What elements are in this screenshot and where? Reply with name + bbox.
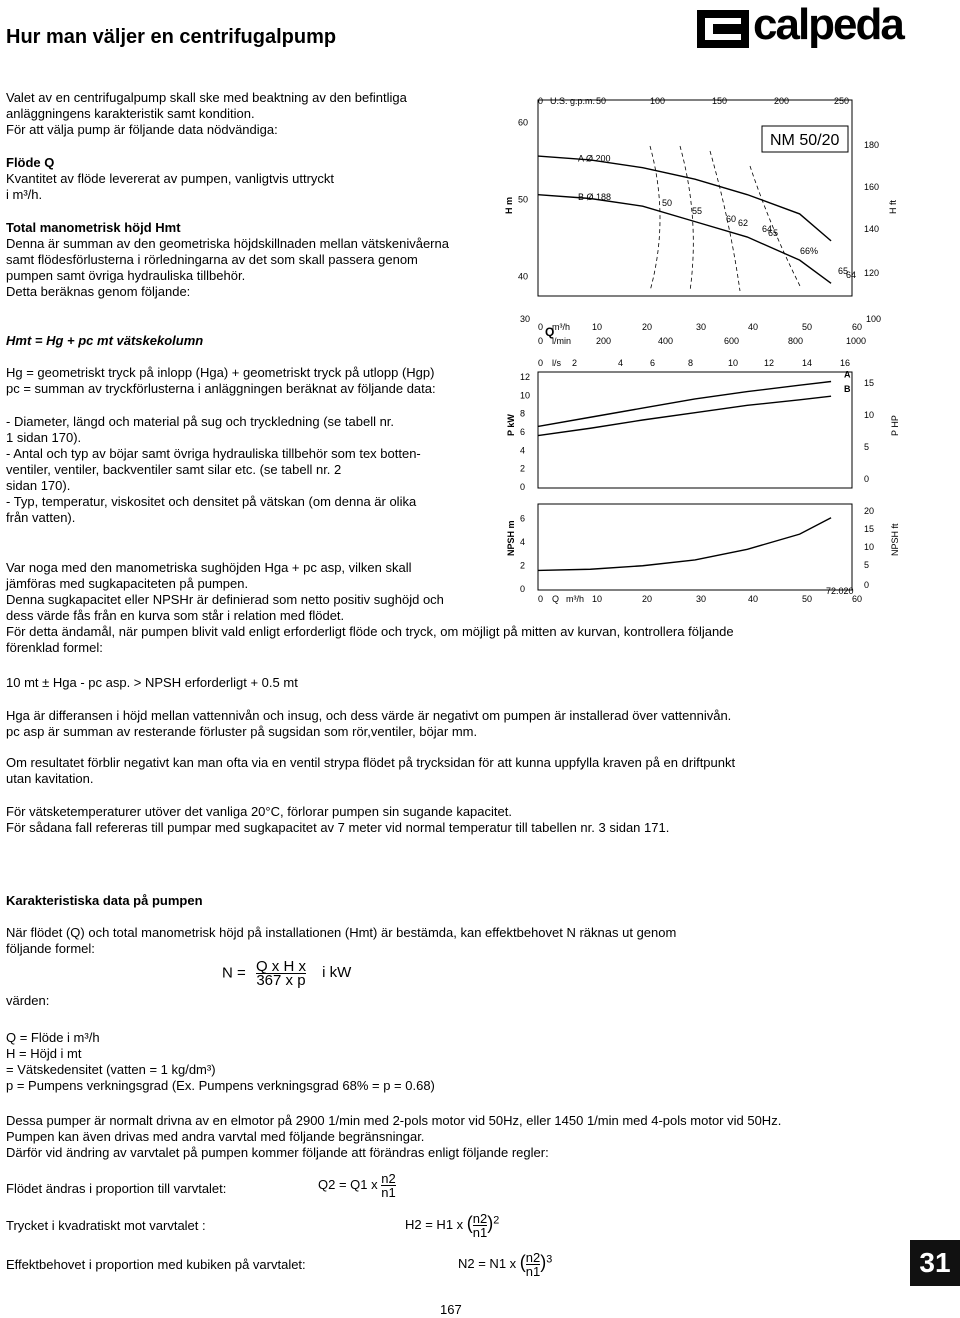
npsh-q-tick: 40 [748,594,759,604]
npsh-ft-tick: 10 [864,542,875,552]
npsh-line: För detta ändamål, när pumpen blivit vald enligt erforderligt flöde och tryck, om möjligt på mitten av kurvan, kontrollera följande [6,624,734,639]
npsh-q-tick: 50 [802,594,813,604]
head-line: Denna är summan av den geometriska höjdskillnaden mellan vätskenivåerna [6,236,449,251]
result-line: utan kavitation. [6,771,94,786]
h-axis-tick: 40 [518,271,529,282]
power-curve-b [538,396,831,435]
npsh-line: dess värde fås från en kurva som står i relation med flödet. [6,608,345,623]
p-kw-tick: 6 [520,427,526,437]
flow-heading: Flöde Q [6,155,55,170]
section-badge: 31 [910,1240,960,1286]
q-m3h-tick: 30 [696,322,707,332]
q-lmin-tick: 600 [724,336,740,346]
q-ls-tick: 2 [572,358,578,368]
power-formula [222,960,351,987]
char-heading: Karakteristiska data på pumpen [6,893,203,908]
head-line: pumpen samt övriga hydrauliska tillbehör. [6,268,246,283]
q-m3h-tick: 0 [538,322,544,332]
power-curve-label: B [844,384,851,395]
npsh-panel-frame [538,504,852,590]
pump-curve-chart [500,86,910,606]
efficiency-label: 66% [800,246,819,256]
npsh-m-tick: 2 [520,560,526,571]
p-kw-tick: 2 [520,463,526,474]
intro-line: För att välja pump är följande data nödvändiga: [6,122,278,137]
law-formula: N2 = N1 x ( $\frac{n2}{n1}$ )$^3$ [458,1250,553,1279]
efficiency-arc [650,146,660,291]
h-ft-tick: 140 [864,224,880,234]
value-line: H = Höjd i mt [6,1046,82,1061]
efficiency-label: 64 [762,224,773,234]
npsh-q-tick: Q [552,594,560,604]
power-formula-lhs: N = [222,964,246,982]
usgpm-tick: 250 [834,96,850,106]
npsh-ft-tick: 5 [864,560,870,570]
temp-line: För vätsketemperaturer utöver det vanliga 20°C, förlorar pumpen sin sugande kapacitet. [6,804,512,819]
law-formula: H2 = H1 x ( $\frac{n2}{n1}$ )$^2$ [405,1211,500,1240]
p-kw-tick: 8 [520,408,526,419]
h-ft-tick: 120 [864,268,880,278]
q-ls-tick: 14 [802,358,813,368]
npsh-q-tick: 30 [696,594,707,604]
h-ft-label: H ft [888,199,898,214]
efficiency-label: 64 [846,270,857,280]
efficiency-label: 65 [838,266,849,276]
q-m3h-tick: m³/h [552,322,570,332]
efficiency-label: 62 [738,218,749,228]
q-m3h-tick: 40 [748,322,759,332]
p-kw-tick: 10 [520,390,531,401]
list-item: från vatten). [6,510,76,525]
npsh-q-tick: 0 [538,594,544,604]
npsh-q-tick: 20 [642,594,653,604]
hmt-formula: Hmt = Hg + pc mt vätskekolumn [6,333,204,348]
h-axis-label: H m [504,196,514,214]
list-item: - Antal och typ av böjar samt övriga hydrauliska tillbehör som tex botten- [6,446,421,461]
efficiency-label: 50 [662,198,673,208]
page-number: 167 [440,1302,462,1317]
npsh-m-tick: 0 [520,584,526,594]
head-line: Detta beräknas genom följande: [6,284,191,299]
power-formula-num: Q x H x [255,958,306,975]
value-line: Q = Flöde i m³/h [6,1030,100,1045]
temp-line: För sådana fall refereras till pumpar med sugkapacitet av 7 meter vid normal temperatur till tabellen nr. 3 sidan 171. [6,820,670,835]
values-label: värden: [6,993,50,1008]
hga-line: pc asp är summan av resterande förluster på sugsidan som rör,ventiler, böjar mm. [6,724,478,739]
npsh-line: Denna sugkapacitet eller NPSHr är definierad som netto positiv sughöjd och [6,592,444,607]
page-title: Hur man väljer en centrifugalpump [6,26,337,48]
p-hp-tick: 0 [864,474,870,484]
char-line: följande formel: [6,941,95,956]
definition-line: Hg = geometriskt tryck på inlopp (Hga) + geometriskt tryck på utlopp (Hgp) [6,365,435,380]
npsh-m-label: NPSH m [506,520,516,556]
law-formula: Q2 = Q1 x $\frac{n2}{n1}$ [318,1171,396,1200]
chart-code: 72.020 [826,586,854,596]
power-formula-den: 367 x p [256,972,306,989]
result-line: Om resultatet förblir negativt kan man ofta via en ventil strypa flödet på trycksidan för att kunna uppfylla kraven på en driftpunkt [6,755,736,770]
usgpm-tick: 50 [596,96,607,106]
q-lmin-tick: l/min [552,336,572,346]
npsh-ft-tick: 15 [864,524,875,534]
list-item: 1 sidan 170). [6,430,82,445]
q-ls-tick: 16 [840,358,851,368]
npsh-ft-tick: 0 [864,580,870,590]
h-ft-tick: 180 [864,140,880,150]
npsh-formula: 10 mt ± Hga - pc asp. > NPSH erforderligt + 0.5 mt [6,675,298,690]
npsh-q-tick: m³/h [566,594,584,604]
list-item: ventiler, ventiler, backventiler samt silar etc. (se tabell nr. 2 [6,462,342,477]
npsh-m-tick: 6 [520,513,526,524]
calpeda-logo [695,0,957,52]
npsh-ft-tick: 20 [864,506,875,516]
usgpm-tick: 150 [712,96,728,106]
p-kw-top-tick: 30 [520,314,531,324]
head-line: samt flödesförlusterna i rörledningarna av det som skall passera genom [6,252,418,267]
npsh-m-tick: 4 [520,537,526,548]
p-hp-tick: 10 [864,410,875,420]
value-line: p = Pumpens verkningsgrad (Ex. Pumpens verkningsgrad 68% = p = 0.68) [6,1078,435,1093]
list-item: - Diameter, längd och material på sug och tryckledning (se tabell nr. [6,414,395,429]
npsh-q-tick: 10 [592,594,603,604]
power-curve-a [538,382,831,427]
q-lmin-tick: 200 [596,336,612,346]
npsh-ft-label: NPSH ft [890,523,900,556]
h-ft-tick: 160 [864,182,880,192]
q-m3h-tick: 20 [642,322,653,332]
flow-line: Kvantitet av flöde levererat av pumpen, vanligtvis uttryckt [6,171,335,186]
law-label: Effektbehovet i proportion med kubiken på varvtalet: [6,1257,306,1272]
q-ls-tick: l/s [552,358,561,368]
q-ls-tick: 10 [728,358,739,368]
head-curve-b [538,195,831,284]
q-m3h-tick: 50 [802,322,813,332]
q-lmin-tick: 0 [538,336,544,346]
q-ls-tick: 12 [764,358,775,368]
power-curve-label: A [844,369,851,380]
power-panel-frame [538,369,852,488]
efficiency-label: 65 [768,228,779,238]
npsh-curve [538,518,831,571]
q-ls-tick: 6 [650,358,656,368]
npsh-q-tick: 60 [852,594,863,604]
usgpm-tick: 0 [538,96,544,106]
h-axis-tick: 50 [518,194,529,205]
value-line: = Vätskedensitet (vatten = 1 kg/dm³) [6,1062,216,1077]
q-m3h-tick: 10 [592,322,603,332]
chart-title: NM 50/20 [770,132,840,149]
p-hp-tick: 15 [864,378,875,388]
p-hp-top-tick: 100 [866,314,882,324]
motor-line: Därför vid ändring av varvtalet på pumpen kommer följande att förändras enligt följande regler: [6,1145,549,1160]
hga-line: Hga är differansen i höjd mellan vattennivån och insug, och dess värde är negativt om pumpen är installerad över vattennivån. [6,708,732,723]
q-ls-tick: 8 [688,358,694,368]
motor-line: Pumpen kan även drivas med andra varvtal med följande begränsningar. [6,1129,425,1144]
p-kw-tick: 12 [520,372,531,382]
h-axis-tick: 60 [518,117,529,128]
law-label: Flödet ändras i proportion till varvtalet: [6,1181,227,1196]
char-line: När flödet (Q) och total manometrisk höjd på installationen (Hmt) är bestämda, kan effektbehovet N räknas ut genom [6,925,677,940]
q-m3h-tick: 60 [852,322,863,332]
flow-line: i m³/h. [6,187,43,202]
p-kw-label: P kW [506,414,516,436]
motor-line: Dessa pumper är normalt drivna av en elmotor på 2900 1/min med 2-pols motor vid 50Hz, eller 1450 1/min med 4-pols motor vid 50Hz. [6,1113,782,1128]
efficiency-label: 60 [726,214,737,224]
definition-line: pc = summan av tryckförlusterna i anläggningen beräknat av följande data: [6,381,436,396]
list-item: sidan 170). [6,478,71,493]
efficiency-label: 55 [692,206,703,216]
usgpm-label: U.S. g.p.m. [550,96,596,106]
efficiency-arc [750,166,800,286]
intro-line: Valet av en centrifugalpump skall ske med beaktning av den befintliga [6,90,407,105]
head-curve-label: A Ø 200 [578,153,611,164]
q-lmin-tick: 800 [788,336,804,346]
intro-line: anläggningens karakteristik samt kondition. [6,106,255,121]
q-axis-label: Q [545,325,555,339]
q-ls-tick: 4 [618,358,624,368]
p-kw-tick: 4 [520,445,526,456]
p-hp-label: P HP [890,415,900,436]
q-ls-tick: 0 [538,358,544,368]
npsh-line: jämföras med sugkapaciteten på pumpen. [6,576,249,591]
head-curve-label: B Ø 188 [578,192,612,203]
power-formula-unit: i kW [322,964,352,982]
q-lmin-tick: 1000 [846,336,867,346]
p-kw-tick: 0 [520,482,526,492]
q-lmin-tick: 400 [658,336,674,346]
law-label: Trycket i kvadratiskt mot varvtalet : [6,1218,206,1233]
logo-text: calpeda [753,0,903,49]
p-hp-tick: 5 [864,442,870,452]
logo-mark-icon [695,6,753,52]
usgpm-tick: 200 [774,96,790,106]
head-heading: Total manometrisk höjd Hmt [6,220,181,235]
usgpm-tick: 100 [650,96,666,106]
npsh-line: förenklad formel: [6,640,103,655]
npsh-line: Var noga med den manometriska sughöjden Hga + pc asp, vilken skall [6,560,412,575]
list-item: - Typ, temperatur, viskositet och densitet på vätskan (om denna är olika [6,494,417,509]
